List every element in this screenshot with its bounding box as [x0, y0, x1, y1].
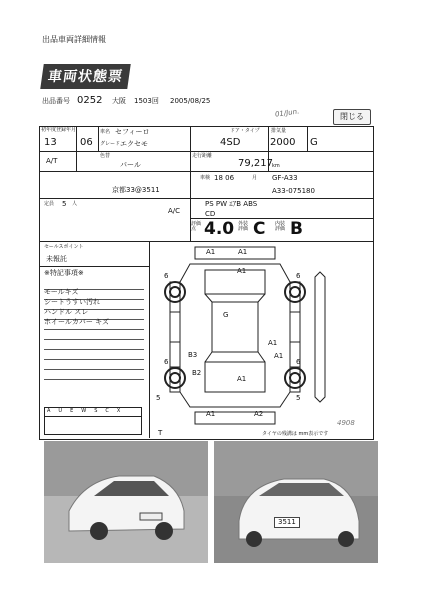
page-title: 出品車両詳細情報 — [42, 35, 106, 44]
row-divider — [39, 266, 149, 267]
col-divider — [307, 126, 308, 151]
exterior-grade: C — [253, 219, 266, 239]
damage-mark: G — [223, 311, 229, 319]
model-code: GF-A33 — [272, 174, 298, 182]
displacement: 2000 — [270, 137, 296, 148]
tire-number: 5 — [296, 394, 301, 402]
col-divider — [190, 198, 191, 241]
inspection-date: 18 06 — [214, 174, 235, 182]
note-row — [44, 369, 144, 380]
inspection-unit: 月 — [252, 175, 258, 181]
color-label: 色替 — [100, 153, 111, 159]
reg-year: 13 — [44, 137, 57, 148]
model-name: セフィーロ — [115, 128, 150, 136]
shift-type: A/T — [46, 157, 58, 165]
model-label: 車名 — [100, 129, 111, 135]
notes-label: ※特記事項※ — [44, 269, 84, 277]
col-divider — [98, 126, 99, 151]
chassis-number: A33-075180 — [272, 187, 315, 195]
row-divider — [39, 151, 373, 152]
row-divider — [39, 198, 373, 199]
mileage-label: 走行距離 — [192, 153, 213, 159]
damage-mark: A1 — [237, 267, 247, 275]
session: 1503回 — [134, 97, 159, 105]
venue: 大阪 — [112, 97, 126, 105]
displacement-label: 排気量 — [271, 128, 287, 134]
damage-mark: A1 — [206, 248, 216, 256]
checks-divider — [44, 416, 141, 417]
tire-number: 6 — [296, 358, 301, 366]
interior-label: 内装評価 — [275, 221, 286, 232]
sale-point: 未報託 — [46, 255, 67, 263]
equipment-2: CD — [205, 210, 216, 218]
reg-month: 06 — [80, 137, 93, 148]
note-row: ホイールカバー キズ — [44, 309, 144, 320]
auction-date: 2005/08/25 — [170, 97, 211, 105]
tire-footnote: タイヤの残溝は mm表示です — [262, 431, 329, 437]
door-label: ドア・タイプ — [230, 128, 260, 134]
score-label: 評価点 — [191, 221, 202, 232]
mileage-unit: km — [272, 163, 280, 169]
car-front-image — [44, 441, 208, 563]
exterior-label: 外装評価 — [238, 221, 249, 232]
col-divider — [190, 126, 191, 198]
tire-number: 6 — [296, 272, 301, 280]
damage-mark: A1 — [238, 248, 248, 256]
stamp-number: 4908 — [337, 419, 355, 427]
equipment: PS PW ｴｱB ABS — [205, 200, 258, 208]
interior-grade: B — [290, 219, 303, 239]
tire-number: 6 — [164, 272, 169, 280]
grade-label: グレード — [100, 141, 121, 147]
plate-number: 京都33@3511 — [112, 186, 160, 194]
close-button[interactable]: 閉じる — [333, 109, 371, 125]
lot-label: 出品番号 — [42, 97, 70, 105]
body-color: パール — [120, 161, 141, 169]
lot-number: 0252 — [77, 95, 103, 106]
rear-plate: 3511 — [274, 517, 300, 528]
door-type: 4SD — [220, 137, 241, 148]
damage-mark: B3 — [188, 351, 198, 359]
front-photo — [44, 441, 208, 563]
logo: 車両状態票 — [40, 64, 131, 89]
note-row: シートうすい汚れ — [44, 289, 144, 300]
note-row: モールキズ — [44, 279, 144, 290]
seats: 5 — [62, 200, 67, 208]
damage-mark: A1 — [237, 375, 247, 383]
note-row: ハンドル スレ — [44, 299, 144, 310]
damage-mark: A1 — [274, 352, 284, 360]
mileage: 79,217 — [238, 158, 273, 169]
car-damage-diagram — [150, 242, 372, 437]
aircon: A/C — [168, 207, 181, 215]
handwritten-note: 01/Jun. — [274, 107, 300, 119]
sale-point-label: セールスポイント — [44, 244, 84, 250]
fuel-type: G — [310, 137, 318, 148]
car-rear-image — [214, 441, 378, 563]
diagram-bottom-label: T — [158, 429, 163, 437]
seats-unit: 人 — [72, 201, 78, 207]
grade-name: エクセモ — [120, 140, 148, 148]
tire-number: 6 — [164, 358, 169, 366]
damage-mark: A1 — [268, 339, 278, 347]
year-label: 初年度登録年月 — [41, 127, 77, 133]
overall-score: 4.0 — [204, 219, 235, 239]
damage-mark: A1 — [206, 410, 216, 418]
rear-photo — [214, 441, 378, 563]
seats-label: 定員 — [44, 201, 55, 207]
checks-header: AUEWSCX — [47, 408, 129, 414]
damage-mark: B2 — [192, 369, 202, 377]
row-divider — [39, 171, 373, 172]
col-divider — [76, 126, 77, 171]
damage-mark: A2 — [254, 410, 264, 418]
inspection-label: 車検 — [200, 175, 211, 181]
tire-number: 5 — [156, 394, 161, 402]
